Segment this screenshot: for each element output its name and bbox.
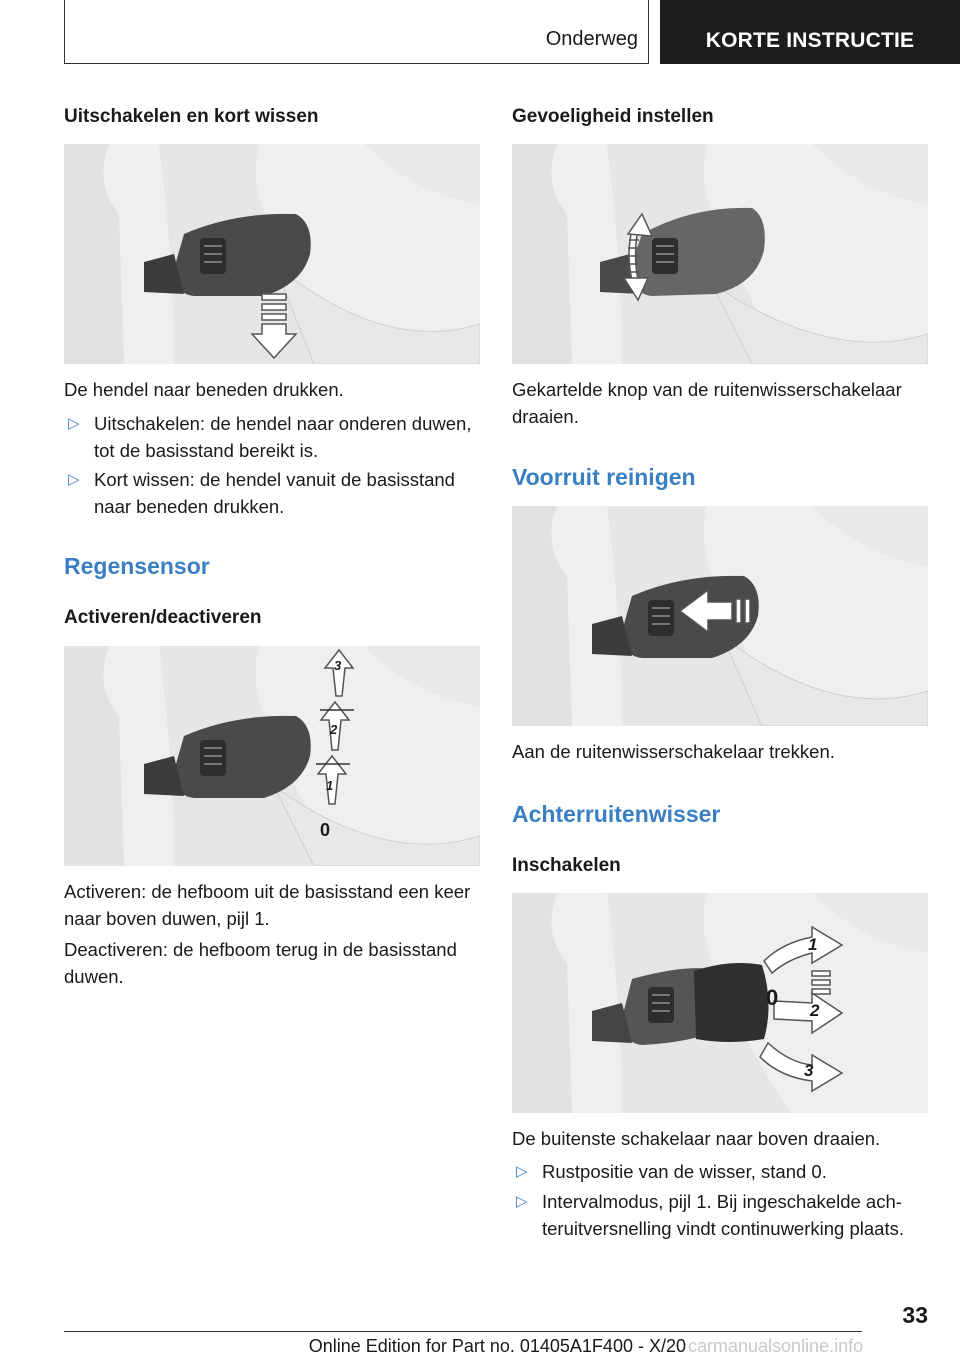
figure-knurled-knob <box>512 144 928 364</box>
heading-rain-sensor: Regensensor <box>64 553 210 579</box>
figure-label-1: 1 <box>326 778 334 793</box>
paragraph-switch-off: De hendel naar beneden drukken. <box>64 379 344 400</box>
figure-rear-wiper-drawing <box>512 893 928 1113</box>
bullet-triangle-icon: ▷ <box>516 1163 528 1180</box>
header-rule-left <box>64 0 65 64</box>
footer-rule <box>64 1331 862 1332</box>
figure-pull-lever <box>512 506 928 726</box>
header-separator <box>648 0 649 64</box>
bullet-text: Intervalmodus, pijl 1. Bij ingeschakelde achteruitversnelling vindt continuwerking plaats. <box>542 1191 904 1239</box>
header-rule-bottom <box>64 63 648 64</box>
bullet-switch-off-2 <box>64 466 480 520</box>
heading-clean-windshield: Voorruit reinigen <box>512 464 696 490</box>
bullet-switch-on-1 <box>512 1158 928 1185</box>
header-section-title: Onderweg <box>545 28 638 50</box>
figure-rain-sensor-drawing <box>64 646 480 866</box>
figure-label-2: 2 <box>810 1001 820 1020</box>
figure-rain-sensor-lever <box>64 646 480 866</box>
paragraph-switch-on: De buitenste schakelaar naar boven draaien. <box>512 1128 881 1149</box>
paragraph-sensitivity: Gekartelde knop van de ruitenwisserschakelaar draaien. <box>512 379 902 427</box>
heading-rear-wiper: Achterruitenwisser <box>512 801 721 827</box>
footer-watermark: carmanualsonline.info <box>688 1336 864 1356</box>
bullet-text: Kort wissen: de hendel vanuit de basisstand naar beneden drukken. <box>94 469 455 517</box>
figure-wiper-lever-down-drawing <box>64 144 480 364</box>
figure-label-1: 1 <box>808 935 818 954</box>
heading-activate: Activeren/deactiveren <box>64 607 262 628</box>
paragraph-deactivate: Deactiveren: de hefboom terug in de basisstand duwen. <box>64 939 457 987</box>
figure-knurled-knob-drawing <box>512 144 928 364</box>
page-number: 33 <box>902 1302 928 1328</box>
bullet-text: Uitschakelen: de hendel naar onderen duwen, tot de basisstand bereikt is. <box>94 413 472 461</box>
figure-label-0: 0 <box>766 985 779 1010</box>
figure-rear-wiper-switch <box>512 893 928 1113</box>
bullet-switch-on-2 <box>512 1188 928 1242</box>
footer-edition: Online Edition for Part no. 01405A1F400 - X/20 <box>308 1336 686 1356</box>
figure-label-3: 3 <box>804 1061 814 1080</box>
bullet-triangle-icon: ▷ <box>68 471 80 488</box>
heading-switch-on: Inschakelen <box>512 855 621 876</box>
paragraph-activate: Activeren: de hefboom uit de basisstand een keer naar boven duwen, pijl 1. <box>64 881 471 929</box>
bullet-triangle-icon: ▷ <box>68 415 80 432</box>
figure-label-3: 3 <box>334 658 342 673</box>
header-chapter-tab: KORTE INSTRUCTIE <box>660 0 960 64</box>
heading-sensitivity: Gevoeligheid instellen <box>512 106 714 127</box>
paragraph-clean-windshield: Aan de ruitenwisserschakelaar trekken. <box>512 741 835 762</box>
figure-pull-lever-drawing <box>512 506 928 726</box>
figure-wiper-lever-down <box>64 144 480 364</box>
figure-label-0: 0 <box>320 820 331 840</box>
heading-switch-off: Uitschakelen en kort wissen <box>64 106 319 127</box>
bullet-switch-off-1 <box>64 410 480 464</box>
bullet-triangle-icon: ▷ <box>516 1193 528 1210</box>
bullet-text: Rustpositie van de wisser, stand 0. <box>542 1161 827 1182</box>
figure-label-2: 2 <box>330 722 338 737</box>
